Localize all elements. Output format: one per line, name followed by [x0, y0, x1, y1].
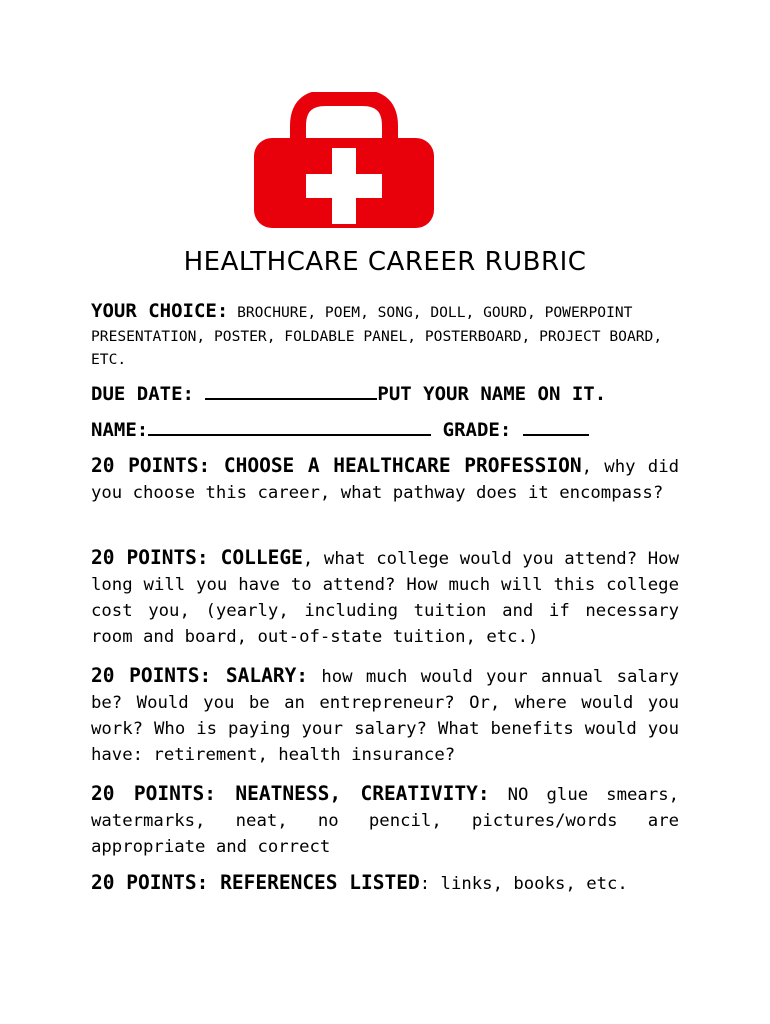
- section-text: , why did you choose this career, what pathway does it encompass?: [91, 457, 679, 503]
- section-neatness: [91, 781, 679, 860]
- your-choice-text: BROCHURE, POEM, SONG, DOLL, GOURD, POWERPOINT PRESENTATION, POSTER, FOLDABLE PANEL, POSTERBOARD, PROJECT BOARD, ETC.: [91, 304, 663, 368]
- name-grade-line: [91, 416, 679, 443]
- section-text: : links, books, etc.: [419, 874, 628, 894]
- grade-label: GRADE:: [431, 419, 523, 441]
- section-text: how much would your annual salary be? Would you be an entrepreneur? Or, where would you work? Who is paying your salary? What benefits would you have: retirement, health insurance?: [91, 667, 679, 765]
- section-text: , what college would you attend? How long will you have to attend? How much will this college cost you, (yearly, including tuition and if necessary room and board, out-of-state tuition, etc.): [91, 549, 679, 647]
- due-date-label: DUE DATE:: [91, 383, 206, 405]
- page-title: HEALTHCARE CAREER RUBRIC: [183, 247, 587, 277]
- grade-blank[interactable]: [523, 416, 589, 436]
- section-salary: [91, 663, 679, 768]
- your-choice-label: YOUR CHOICE:: [91, 300, 229, 322]
- section-heading: 20 POINTS: SALARY:: [91, 664, 309, 687]
- due-date-line: [91, 380, 679, 407]
- section-profession: [91, 453, 679, 506]
- section-heading: 20 POINTS: NEATNESS, CREATIVITY:: [91, 782, 490, 805]
- section-heading: 20 POINTS: REFERENCES LISTED: [91, 871, 420, 894]
- section-college: [91, 545, 679, 650]
- name-label: NAME:: [91, 419, 149, 441]
- section-text: NO glue smears, watermarks, neat, no pencil, pictures/words are appropriate and correct: [91, 785, 679, 857]
- section-heading: 20 POINTS: CHOOSE A HEALTHCARE PROFESSION: [91, 454, 582, 477]
- due-date-blank[interactable]: [205, 380, 377, 400]
- put-name-text: PUT YOUR NAME ON IT.: [377, 383, 607, 405]
- section-references: [91, 870, 679, 897]
- first-aid-kit-icon: [250, 92, 438, 232]
- your-choice-paragraph: [91, 300, 679, 372]
- section-heading: 20 POINTS: COLLEGE: [91, 546, 303, 569]
- name-blank[interactable]: [148, 416, 431, 436]
